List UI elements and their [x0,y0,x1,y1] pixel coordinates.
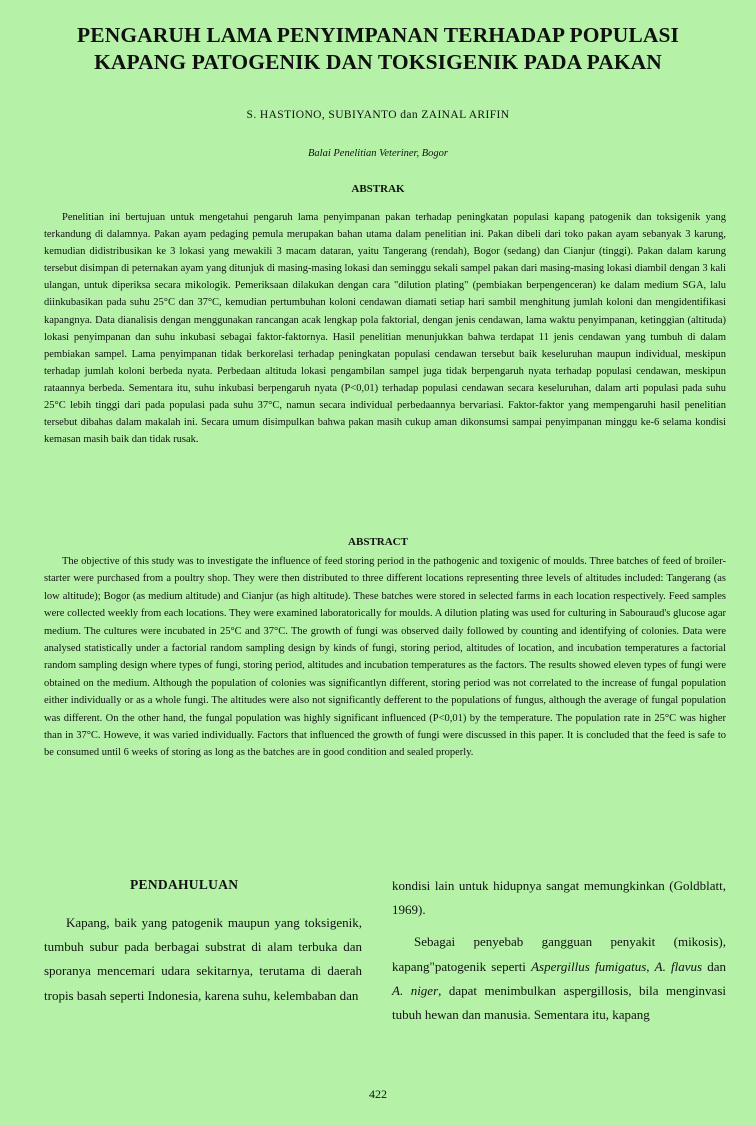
right-paragraph-2-start: Sebagai penyebab gangguan penyakit (mikosis), kapang"patogenik seperti [392,934,726,974]
right-paragraph-1: kondisi lain untuk hidupnya sangat memungkinkan (Goldblatt, 1969). [392,878,726,918]
pendahuluan-right-column [392,874,726,1027]
abstract-heading: ABSTRACT [348,536,408,548]
species-aspergillus-fumigatus: Aspergillus fumigatus [531,958,647,974]
species-a-flavus: A. flavus [654,958,703,974]
title-line-1: PENGARUH LAMA PENYIMPANAN TERHADAP POPULASI [77,23,679,47]
authors: S. HASTIONO, SUBIYANTO dan ZAINAL ARIFIN [246,109,510,121]
title-line-2: KAPANG PATOGENIK DAN TOKSIGENIK PADA PAKAN [94,50,662,74]
right-paragraph-2 [392,930,726,1027]
pendahuluan-heading: PENDAHULUAN [130,877,239,892]
abstrak-text: Penelitian ini bertujuan untuk mengetahui pengaruh lama penyimpanan pakan terhadap peningkatan populasi kapang patogenik dan toksigenik yang terkandung di dalamnya. Pakan ayam pedaging pemula merupakan bahan utama dalam penelitian ini. Pakan dibeli dari toko pakan ayam sebanyak 3 karung, kemudian didistribusikan ke 3 lokasi yang mewakili 3 macam dataran, yaitu Tangerang (rendah), Bogor (sedang) dan Cianjur (tinggi). Pakan dalam karung tersebut disimpan di peternakan ayam yang ditunjuk di masing-masing lokasi dan seminggu sekali sampel pakan dari masing-masing lokasi diambil dengan 3 kali ulangan, untuk diperiksa secara mikologik. Pemeriksaan dilakukan dengan cara "dilution plating" (pembiakan berpengenceran) ke dalam medium SGA, lalu diinkubasikan pada suhu 25°C dan 37°C, kemudian pertumbuhan koloni cendawan diamati setiap hari sambil menghitung jumlah koloni dan mengidentifikasi kapangnya. Data dianalisis dengan menggunakan rancangan acak lengkap pola faktorial, dengan jenis cendawan, lama waktu penyimpanan, ketinggian (altituda) lokasi penyimpanan dan suhu inkubasi sebagai faktor-faktornya. Hasil penelitian menunjukkan bahwa terdapat 11 jenis cendawan yang tumbuh di dalam pembiakan sampel. Lama penyimpanan tidak berkorelasi terhadap peningkatan populasi cendawan tersebut baik keseluruhan maupun individual, meskipun terhadap jumlah koloni berbeda nyata. Perbedaan altituda lokasi pengambilan sampel juga tidak berpengaruh nyata terhadap populasi cendawan, meskipun rataannya berbeda. Sementara itu, suhu inkubasi berpengaruh nyata (P<0,01) terhadap populasi cendawan secara keseluruhan, dalam arti populasi pada suhu 25°C lebih tinggi dari pada populasi pada suhu 37°C, namun secara individual perbedaannya bervariasi. Faktor-faktor yang mempengaruhi hasil penelitian tersebut dibahas dalam makalah ini. Secara umum disimpulkan bahwa pakan masih cukup aman dikonsumsi sampai penyimpanan minggu ke-6 selama kondisi kemasan masih baik dan tidak rusak. [44,212,726,446]
abstract-text: The objective of this study was to investigate the influence of feed storing period in the pathogenic and toxigenic of moulds. Three batches of feed of broiler-starter were purchased from a poultry shop. They were then distributed to three different locations representing three levels of altitudes included: Tangerang (as low altitude); Bogor (as medium altitude) and Cianjur (as high altitude). These batches were stored in selected farms in each location respectively. Feed samples were collected weekly from each locations. They were examined laboratorically for moulds. A dilution plating was used for culturing in Sabouraud's glucose agar medium. The cultures were incubated in 25°C and 37°C. The growth of fungi was observed daily followed by counting and identifying of colonies. Data were analysed statistically under a factorial random sampling design by kinds of fungi, storing period, altitudes of location, and incubation temperatures a factorial random sampling design where types of fungi, storing period, altitudes and incubation temperatures as the factors. The results showed eleven types of fungi were obtained on the medium. Although the population of colonies was significantlyn different, storing period was not correlated to the increase of fungal population either individually or as a whole fungi. The altitudes were also not significantly defferent to the populations of fungus, although the average of fungal population was different. On the other hand, the fungal population was highly significant influenced (P<0,01) by the temperature. The population rate in 25°C was higher than in 37°C. Howeve, it was varied individually. Factors that influenced the growth of fungi were discussed in this paper. It is concluded that the feed is safe to be consumed until 6 weeks of storing as long as the batches are in good condition and sealed properly. [44,556,726,759]
species-a-niger: A. niger [392,982,439,998]
separator-2: dan [702,958,727,974]
right-paragraph-2-end: , dapat menimbulkan aspergillosis, bila menginvasi tubuh hewan dan manusia. Sementara itu, kapang [392,982,726,1023]
abstrak-heading: ABSTRAK [351,183,405,195]
paper-title [30,22,726,76]
affiliation: Balai Penelitian Veteriner, Bogor [308,148,448,159]
page-number: 422 [369,1087,387,1101]
pendahuluan-left-column: Kapang, baik yang patogenik maupun yang toksigenik, tumbuh subur pada berbagai substrat di alam terbuka dan sporanya mencemari udara sekitarnya, terutama di daerah tropis basah seperti Indonesia, karena suhu, kelembaban dan [44,915,362,1003]
separator-1: , [646,958,655,974]
